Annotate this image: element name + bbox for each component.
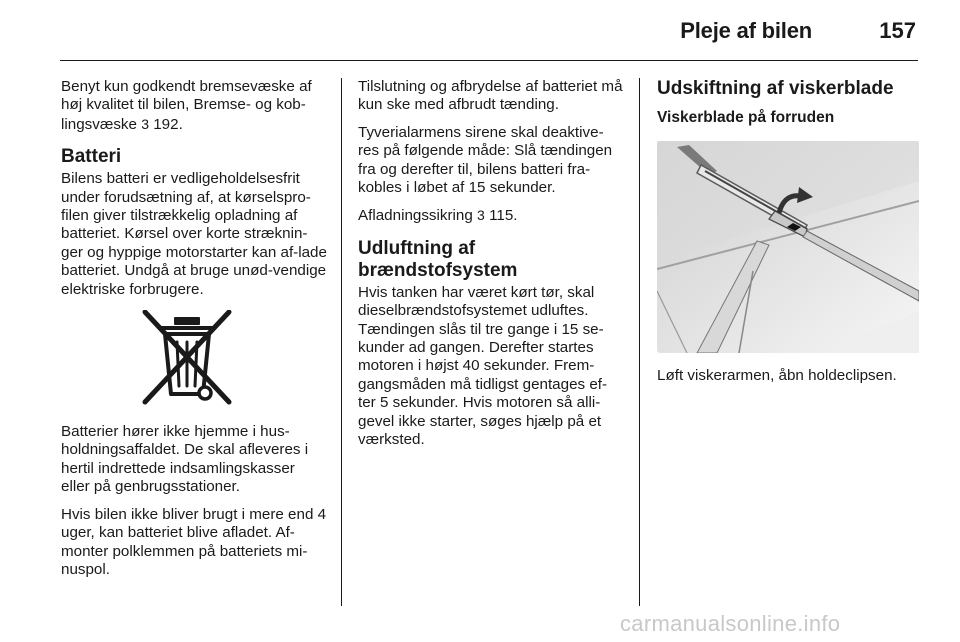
fuel-system-heading: Udluftning af brændstofsystem	[358, 237, 518, 281]
cross-reference-arrow-icon: 3	[141, 115, 149, 132]
column-divider	[341, 78, 342, 606]
column-3	[657, 78, 919, 394]
unused-vehicle-paragraph: Hvis bilen ikke bliver brugt i mere end 4 uger, kan batteriet blive afladet. Af-monter polklemmen på batteriets mi-nuspol.	[61, 505, 327, 578]
crossed-bin-recycling-icon	[137, 310, 237, 406]
cross-reference-link[interactable]: 192.	[153, 115, 183, 133]
brake-fluid-paragraph: Benyt kun godkendt bremsevæske af høj kvalitet til bilen, Bremse- og kob-lingsvæske 3 192.	[61, 78, 312, 133]
wiper-caption: Løft viskerarmen, åbn holdeclipsen.	[657, 367, 897, 384]
watermark: carmanualsonline.info	[620, 611, 841, 636]
fuel-system-paragraph: Hvis tanken har været kørt tør, skal dieselbrændstofsystemet udluftes. Tændingen slås til tre gange i 15 se-kunder ad gangen. Derefter startes motoren i højst 40 sekunder. Frem-gangsmåden må tidligst gentages ef-ter 5 sekunder. Hvis motoren så alli-gevel ikke starter, søges hjælp på et værksted.	[358, 283, 608, 449]
cross-reference-arrow-icon: 3	[477, 207, 485, 224]
household-waste-paragraph: Batterier hører ikke hjemme i hus-holdningsaffaldet. De skal afleveres i hertil indrettede indsamlingskasser eller på genbrugsstationer.	[61, 423, 309, 496]
battery-connection-paragraph: Tilslutning og afbrydelse af batteriet må kun ske med afbrudt tænding.	[358, 78, 623, 114]
wiper-arm-illustration	[657, 141, 919, 353]
battery-heading: Batteri	[61, 146, 122, 168]
header-divider	[60, 60, 918, 61]
windscreen-wiper-subheading: Viskerblade på forruden	[657, 109, 835, 126]
discharge-protection-paragraph: Afladningssikring 3 115.	[358, 207, 518, 225]
battery-paragraph: Bilens batteri er vedligeholdelsesfrit under forudsætning af, at kørselspro-filen giver tilstrækkelig opladning af batteriet. Kørsel over korte stræknin-ger og hyppige motorstarter kan af-lade batteriet. Undgå at bruge unød-vendige elektriske forbrugere.	[61, 170, 327, 298]
section-title: Pleje af bilen	[680, 18, 812, 43]
column-divider	[639, 78, 640, 606]
wiper-blade-heading: Udskiftning af viskerblade	[657, 78, 894, 99]
column-1	[61, 78, 327, 588]
alarm-siren-paragraph: Tyverialarmens sirene skal deaktive-res på følgende måde: Slå tændingen fra og derefter til, bilens batteri fra-kobles i løbet af 15 sekunder.	[358, 123, 613, 197]
column-2	[358, 78, 624, 459]
cross-reference-link[interactable]: 115.	[489, 207, 518, 225]
page-number: 157	[879, 18, 916, 43]
